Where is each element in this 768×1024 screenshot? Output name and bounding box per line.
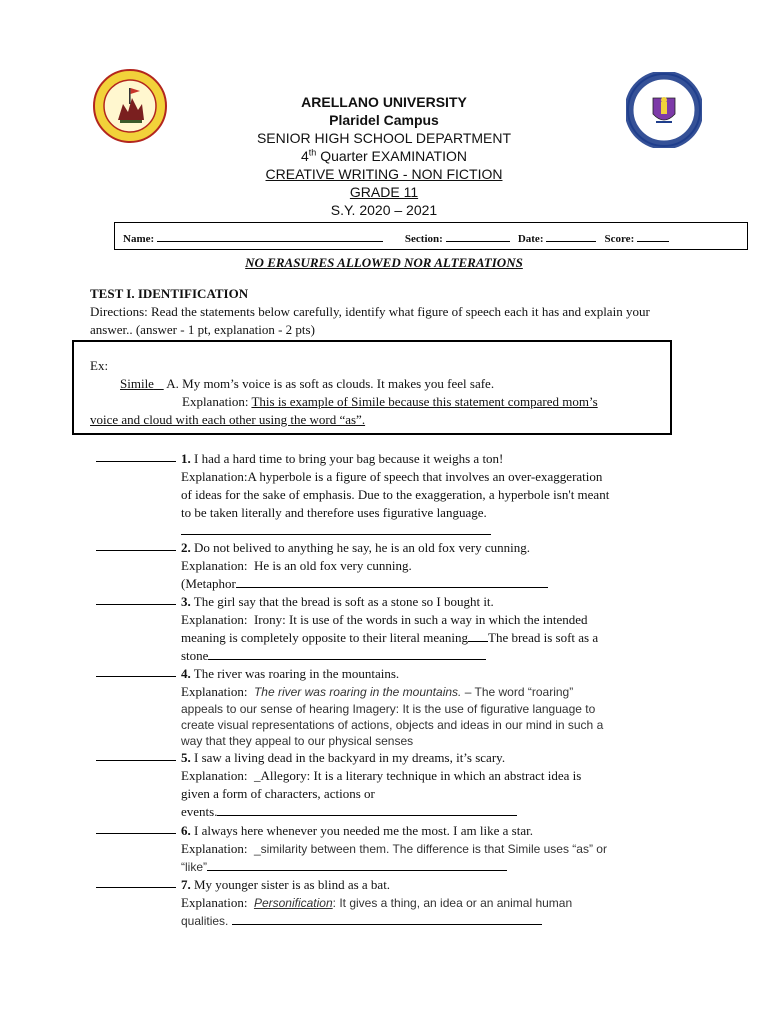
explanation-line: Explanation: Irony: It is use of the words in such a way in which the intended — [181, 612, 588, 627]
answer-blank[interactable] — [96, 760, 176, 761]
explanation-line: (Metaphor — [181, 575, 721, 593]
arellano-university-seal — [92, 68, 168, 144]
explanation-line: given a form of characters, actions or — [181, 786, 375, 801]
name-field[interactable] — [157, 231, 383, 242]
explanation-line: Explanation: Personification: It gives a thing, an idea or an animal human — [181, 895, 573, 910]
question-statement: 1. I had a hard time to bring your bag because it weighs a ton! — [181, 451, 504, 466]
answer-blank[interactable] — [96, 550, 176, 551]
test-title: TEST I. IDENTIFICATION — [90, 286, 249, 301]
explanation-line: qualities. — [181, 912, 721, 930]
explanation-line: Explanation: He is an old fox very cunning. — [181, 558, 412, 573]
campus-name: Plaridel Campus — [329, 112, 439, 128]
student-info-box: Name: Section: Date: Score: — [114, 222, 748, 250]
department-name: SENIOR HIGH SCHOOL DEPARTMENT — [256, 130, 512, 146]
grade-level: GRADE 11 — [349, 184, 419, 200]
question-statement: 7. My younger sister is as blind as a bat. — [181, 877, 391, 892]
section-field[interactable] — [446, 231, 510, 242]
explanation-line: Explanation: _Allegory: It is a literary technique in which an abstract idea is — [181, 768, 582, 783]
question-statement: 5. I saw a living dead in the backyard in my dreams, it’s scary. — [181, 750, 506, 765]
score-field[interactable] — [637, 231, 669, 242]
explanation-line: way that they appeal to our physical senses — [181, 734, 414, 748]
date-field[interactable] — [546, 231, 596, 242]
test-directions: Directions: Read the statements below carefully, identify what figure of speech each it has and explain your answer.. (answer - 1 pt, explanation - 2 pts) — [90, 304, 650, 337]
personification-link[interactable]: Personification — [253, 896, 333, 910]
explanation-line: “like” — [181, 858, 721, 876]
exam-title: 4th Quarter EXAMINATION — [301, 147, 467, 164]
example-label: Ex: — [90, 358, 109, 373]
example-explanation-line1: Explanation: This is example of Simile because this statement compared mom’s — [182, 394, 598, 409]
explanation-blank[interactable] — [208, 647, 486, 660]
example-answer: Simile — [120, 376, 154, 391]
explanation-line: Explanation:A hyperbole is a figure of speech that involves an over-exaggeration — [181, 469, 603, 484]
answer-blank[interactable] — [96, 604, 176, 605]
explanation-blank[interactable] — [217, 803, 517, 816]
explanation-line: to be taken literally and therefore uses figurative language. — [181, 505, 487, 520]
question-statement: 3. The girl say that the bread is soft as a stone so I bought it. — [181, 594, 494, 609]
explanation-line: create visual representations of actions, objects and ideas in our mind in such a — [181, 718, 604, 732]
university-name: ARELLANO UNIVERSITY — [301, 94, 467, 110]
answer-blank[interactable] — [96, 833, 176, 834]
name-label: Name — [123, 233, 151, 245]
explanation-line: appeals to our sense of hearing Imagery: It is the use of figurative language to — [181, 702, 596, 716]
date-label: Date — [517, 233, 540, 245]
subject-title: CREATIVE WRITING - NON FICTION — [265, 166, 503, 182]
explanation-line: Explanation: The river was roaring in the mountains. – The word “roaring” — [181, 684, 574, 699]
explanation-line: Explanation: _similarity between them. The difference is that Simile uses “as” or — [181, 841, 607, 856]
example-explanation-line2: voice and cloud with each other using the word “as”. — [90, 412, 366, 427]
explanation-blank[interactable] — [181, 522, 491, 535]
explanation-line: stone — [181, 647, 721, 665]
example-line — [120, 376, 494, 392]
explanation-blank[interactable] — [236, 575, 548, 588]
explanation-line: meaning is completely opposite to their literal meaning The bread is soft as a — [181, 630, 599, 645]
deped-seal — [626, 72, 702, 148]
question-statement: 6. I always here whenever you needed me the most. I am like a star. — [181, 823, 533, 838]
answer-blank[interactable] — [96, 461, 176, 462]
question-statement: 2. Do not belived to anything he say, he is an old fox very cunning. — [181, 540, 531, 555]
answer-blank[interactable] — [96, 887, 176, 888]
explanation-line: of ideas for the sake of emphasis. Due to the exaggeration, a hyperbole isn't meant — [181, 487, 610, 502]
example-statement: A. My mom’s voice is as soft as clouds. It makes you feel safe. — [166, 376, 495, 391]
section-label: Section — [404, 233, 440, 245]
question-statement: 4. The river was roaring in the mountains. — [181, 666, 400, 681]
score-label: Score: — [604, 233, 635, 245]
explanation-blank[interactable] — [232, 912, 542, 925]
explanation-line: events. — [181, 803, 721, 821]
warning-notice: NO ERASURES ALLOWED NOR ALTERATIONS — [245, 255, 523, 270]
document-header — [180, 93, 588, 219]
explanation-blank[interactable] — [207, 858, 507, 871]
school-year: S.Y. 2020 – 2021 — [330, 202, 438, 218]
answer-blank[interactable] — [96, 676, 176, 677]
example-box — [72, 340, 672, 435]
